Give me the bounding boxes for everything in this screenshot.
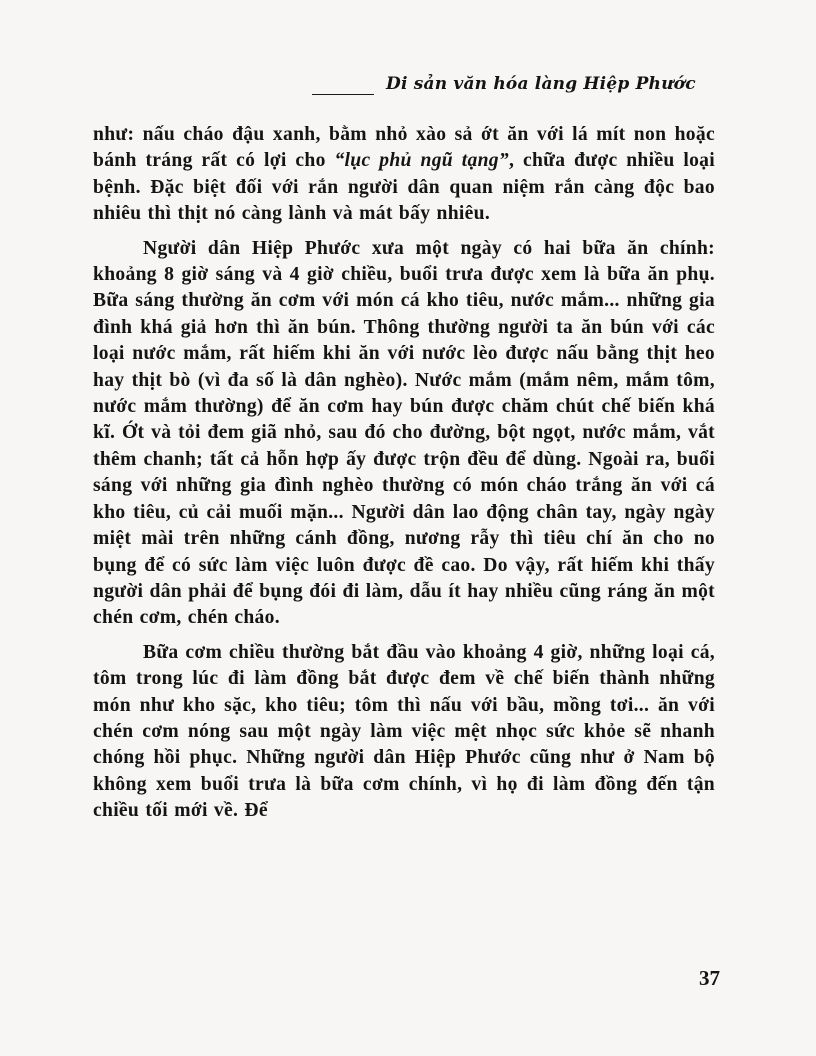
inline-quote: “lục phủ ngũ tạng” <box>334 150 509 172</box>
paragraph-3: Bữa cơm chiều thường bắt đầu vào khoảng 4 giờ, những loại cá, tôm trong lúc đi làm đồng bắt được đem về chế biến thành những món như kho sặc, kho tiêu; tôm thì nấu với bầu, mồng tơi... ăn với chén cơm nóng sau một ngày làm việc mệt nhọc sức khỏe sẽ nhanh chóng hồi phục. Những người dân Hiệp Phước cũng như ở Nam bộ không xem buổi trưa là bữa cơm chính, vì họ đi làm đồng đến tận chiều tối mới về. Để <box>93 641 715 822</box>
header-title: Di sản văn hóa làng Hiệp Phước <box>386 74 696 94</box>
page-number: 37 <box>699 966 720 990</box>
paragraph-2: Người dân Hiệp Phước xưa một ngày có hai bữa ăn chính: khoảng 8 giờ sáng và 4 giờ chiều, buổi trưa được xem là bữa ăn phụ. Bữa sáng thường ăn cơm với món cá kho tiêu, nước mắm... những gia đình khá giả hơn thì ăn bún. Thông thường người ta ăn bún với các loại nước mắm, rất hiếm khi ăn với nước lèo được nấu bằng thịt heo hay thịt bò (vì đa số là dân nghèo). Nước mắm (mắm nêm, mắm tôm, nước mắm thường) để ăn cơm hay bún được chăm chút chế biến khá kĩ. Ớt và tỏi đem giã nhỏ, sau đó cho đường, bột ngọt, nước mắm, vắt thêm chanh; tất cả hỗn hợp ấy được trộn đều để dùng. Ngoài ra, buổi sáng với những gia đình nghèo thường có món cháo trắng ăn với cá kho tiêu, củ cải muối mặn... Người dân lao động chân tay, ngày ngày miệt mài trên những cánh đồng, nương rẫy thì tiêu chí ăn cho no bụng để có sức làm việc luôn được đề cao. Do vậy, rất hiếm khi thấy người dân phải để bụng đói đi làm, dẫu ít hay nhiều cũng ráng ăn một chén cơm, chén cháo. <box>93 237 715 629</box>
header-rule <box>312 94 374 95</box>
running-header <box>312 74 732 102</box>
paragraph-1-end: , chữa được nhiều loại bệnh. Đặc biệt đối với rắn người dân quan niệm rắn càng độc bao nhiêu thì thịt nó càng lành và mát bấy nhiêu. <box>93 150 716 225</box>
body-text <box>93 122 715 833</box>
paragraph-1 <box>93 122 715 228</box>
paragraph-1-start: như: nấu cháo đậu xanh, bằm nhỏ xào sả ớt ăn với lá mít non hoặc bánh tráng rất có lợi cho <box>93 124 715 172</box>
